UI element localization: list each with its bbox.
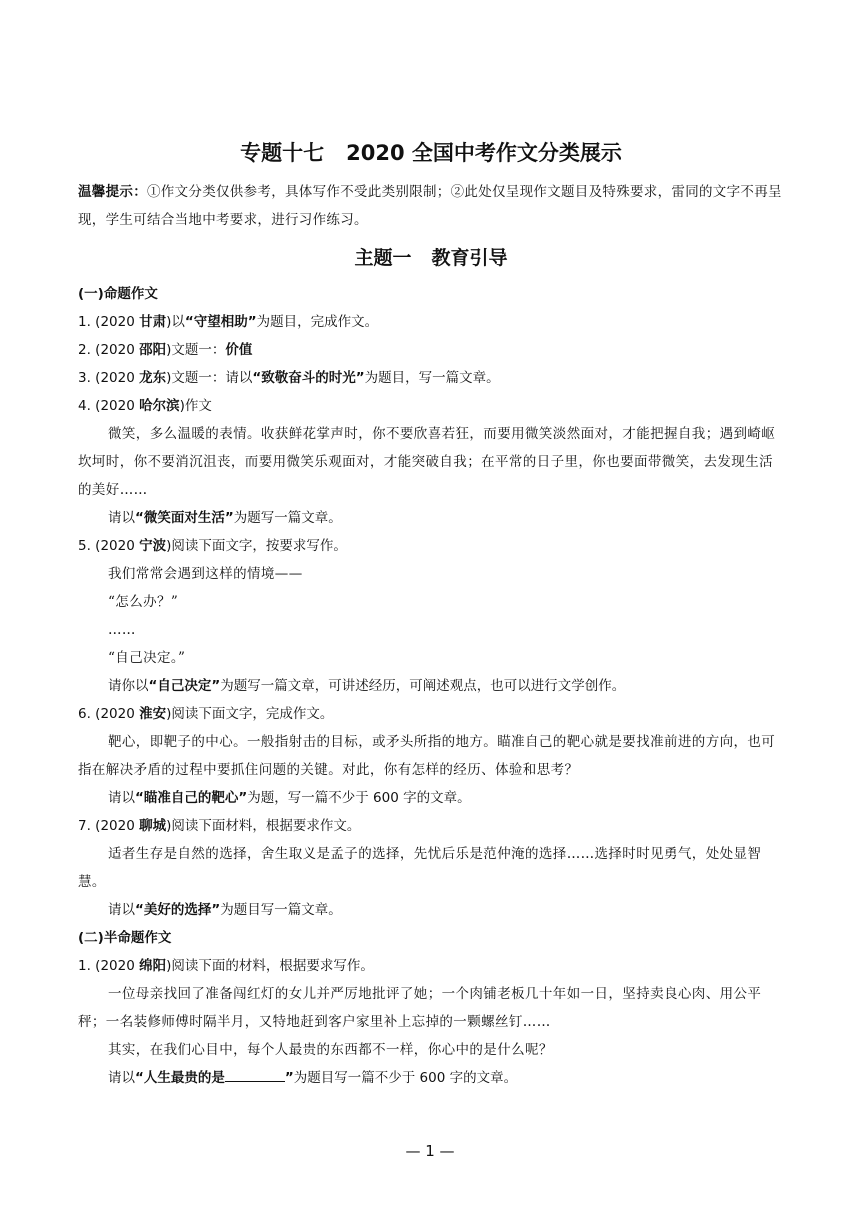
question-5-line-4: “自己决定。” — [108, 650, 186, 666]
question-6-req-topic: “瞄准自己的靶心” — [135, 790, 248, 806]
section-2-question-1: 1. (2020 绵阳)阅读下面的材料，根据要求写作。 — [78, 958, 374, 974]
question-7: 7. (2020 聊城)阅读下面材料，根据要求作文。 — [78, 818, 361, 834]
notice-label: 温馨提示： — [78, 184, 147, 200]
question-5-line-1: 我们常常会遇到这样的情境—— — [108, 566, 303, 582]
title-topic-number: 专题十七 — [240, 141, 325, 165]
section-2-question-1-material: 一位母亲找回了准备闯红灯的女儿并严厉地批评了她；一个肉铺老板几十年如一日，坚持卖良心肉、用公平秤；一名装修师傅时隔半月，又特地赶到客户家里补上忘掉的一颗螺丝钉…… — [78, 986, 762, 1030]
section-2-question-1-place: 绵阳 — [139, 958, 167, 974]
question-1-topic: “守望相助” — [184, 314, 257, 330]
fill-in-blank — [225, 1067, 285, 1082]
section-heading-1: (一)命题作文 — [78, 286, 158, 302]
section-2-question-1-question: 其实，在我们心目中，每个人最贵的东西都不一样，你心中的是什么呢？ — [108, 1042, 553, 1058]
question-4-place: 哈尔滨 — [139, 398, 180, 414]
section-2-question-1-requirement: 请以“人生最贵的是 ”为题目写一篇不少于 600 字的文章。 — [78, 1064, 784, 1092]
question-6-material: 靶心，即靶子的中心。一般指射击的目标，或矛头所指的地方。瞄准自己的靶心就是要找准前进的方向，也可指在解决矛盾的过程中要抓住问题的关键。对此，你有怎样的经历、体验和思考？ — [78, 734, 776, 778]
question-5: 5. (2020 宁波)阅读下面文字，按要求写作。 — [78, 538, 347, 554]
question-3-place: 龙东 — [139, 370, 167, 386]
question-5-line-2: “怎么办？” — [108, 594, 179, 610]
question-2-topic: 价值 — [225, 342, 253, 358]
question-3: 3. (2020 龙东)文题一：请以“致敬奋斗的时光”为题目，写一篇文章。 — [78, 370, 500, 386]
question-5-line-3: …… — [108, 622, 136, 638]
theme-heading — [78, 244, 784, 272]
question-7-requirement: 请以“美好的选择”为题目写一篇文章。 — [108, 902, 342, 918]
theme-number: 主题一 — [354, 247, 412, 269]
question-7-material: 适者生存是自然的选择，舍生取义是孟子的选择，先忧后乐是范仲淹的选择……选择时时见勇气，处处显智慧。 — [78, 846, 762, 890]
question-7-req-topic: “美好的选择” — [135, 902, 221, 918]
question-4-requirement: 请以“微笑面对生活”为题写一篇文章。 — [108, 510, 342, 526]
question-4-material: 微笑，多么温暖的表情。收获鲜花掌声时，你不要欣喜若狂，而要用微笑淡然面对，才能把握自我；遇到崎岖坎坷时，你不要消沉沮丧，而要用微笑乐观面对，才能突破自我；在平常的日子里，你也要面带微笑，去发现生活的美好…… — [78, 426, 776, 498]
question-5-place: 宁波 — [139, 538, 167, 554]
question-2-place: 邵阳 — [139, 342, 167, 358]
question-6: 6. (2020 淮安)阅读下面文字，完成作文。 — [78, 706, 334, 722]
page-number: — 1 — — [405, 1142, 455, 1160]
question-1: 1. (2020 甘肃)以“守望相助”为题目，完成作文。 — [78, 314, 379, 330]
question-5-requirement: 请你以“自己决定”为题写一篇文章，可讲述经历，可阐述观点，也可以进行文学创作。 — [108, 678, 626, 694]
theme-name: 教育引导 — [431, 247, 508, 269]
question-7-place: 聊城 — [139, 818, 167, 834]
notice-paragraph — [78, 178, 784, 234]
notice-text: ①作文分类仅供参考，具体写作不受此类别限制；②此处仅呈现作文题目及特殊要求，雷同的文字不再呈现，学生可结合当地中考要求，进行习作练习。 — [78, 184, 782, 228]
question-6-requirement: 请以“瞄准自己的靶心”为题，写一篇不少于 600 字的文章。 — [108, 790, 471, 806]
section-2-req-topic: “人生最贵的是 — [135, 1070, 225, 1086]
page-body — [78, 138, 784, 1092]
question-1-place: 甘肃 — [139, 314, 167, 330]
question-6-place: 淮安 — [139, 706, 167, 722]
question-4: 4. (2020 哈尔滨)作文 — [78, 398, 212, 414]
question-3-topic: “致敬奋斗的时光” — [252, 370, 365, 386]
section-heading-2: (二)半命题作文 — [78, 930, 172, 946]
page-title — [78, 138, 784, 168]
question-2: 2. (2020 邵阳)文题一：价值 — [78, 342, 253, 358]
question-5-req-topic: “自己决定” — [148, 678, 221, 694]
question-4-req-topic: “微笑面对生活” — [135, 510, 234, 526]
title-text: 2020 全国中考作文分类展示 — [346, 141, 622, 165]
